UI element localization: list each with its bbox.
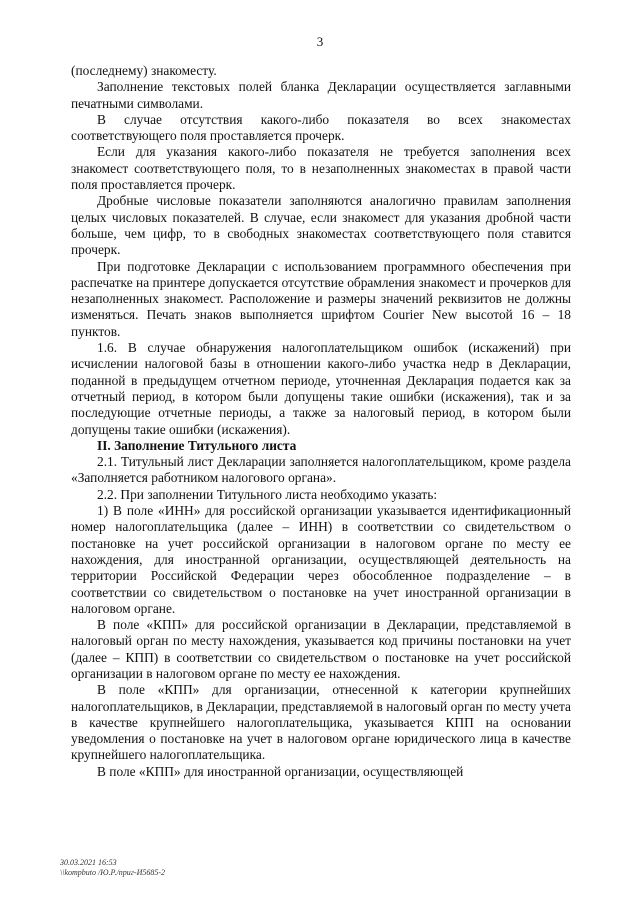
- paragraph: 1) В поле «ИНН» для российской организации указывается идентификационный номер налогоплательщика (далее – ИНН) в соответствии со свидетельством о постановке на учет российской организации в налоговом органе по месту ее нахождения, для иностранной организации, осуществляющей деятельность на территории Российской Федерации через обособленное подразделение – в соответствии со свидетельством о постановке на учет иностранной организации в налоговом органе.: [71, 503, 571, 616]
- page-number: 3: [316, 34, 324, 49]
- paragraph: В поле «КПП» для организации, отнесенной к категории крупнейших налогоплательщиков, в Декларации, представляемой в налоговый орган по месту учета в качестве крупнейшего налогоплательщика, указывается КПП на основании уведомления о постановке на учет в налоговом органе юридического лица в качестве крупнейшего налогоплательщика.: [71, 682, 571, 763]
- paragraph: Заполнение текстовых полей бланка Декларации осуществляется заглавными печатными символами.: [71, 79, 571, 111]
- paragraph: (последнему) знакоместу.: [71, 63, 217, 78]
- footer: [60, 858, 165, 878]
- paragraph: 2.2. При заполнении Титульного листа необходимо указать:: [97, 486, 438, 502]
- paragraph: При подготовке Декларации с использованием программного обеспечения при распечатке на принтере допускается отсутствие обрамления знакомест и прочерков для незаполненных знакомест. Расположение и размеры значений реквизитов не должны изменяться. Печать знаков выполняется шрифтом Courier New высотой 16 – 18 пунктов.: [71, 258, 571, 339]
- paragraph: 1.6. В случае обнаружения налогоплательщиком ошибок (искажений) при исчислении налоговой базы в отношении какого-либо участка недр в Декларации, поданной в предыдущем отчетном периоде, уточненная Декларация подается как за отчетный период, в котором были допущены такие ошибки (искажения), так и за последующие отчетные периоды, а также за налоговый период, в котором были допущены такие ошибки (искажения).: [71, 340, 571, 437]
- paragraph: В поле «КПП» для иностранной организации, осуществляющей: [97, 763, 464, 779]
- paragraph: Если для указания какого-либо показателя не требуется заполнения всех знакомест соответствующего поля, то в незаполненных знакоместах в правой части поля проставляется прочерк.: [71, 144, 571, 193]
- section-heading: II. Заполнение Титульного листа: [97, 437, 297, 453]
- paragraph: В случае отсутствия какого-либо показателя во всех знакоместах соответствующего поля проставляется прочерк.: [71, 111, 571, 144]
- paragraph: 2.1. Титульный лист Декларации заполняется налогоплательщиком, кроме раздела «Заполняется работником налогового органа».: [71, 454, 571, 486]
- paragraph: Дробные числовые показатели заполняются аналогично правилам заполнения целых числовых показателей. В случае, если знакомест для указания дробной части больше, чем цифр, то в свободных знакоместах соответствующего поля ставится прочерк.: [71, 193, 571, 258]
- footer-path: \\kompbuto /Ю.Р./приг-И5685-2: [60, 868, 166, 877]
- document-body: [71, 63, 571, 780]
- paragraph: В поле «КПП» для российской организации в Декларации, представляемой в налоговый орган по месту нахождения, указывается код причины постановки на учет (далее – КПП) в соответствии со свидетельством о постановке на учет российской организации в налоговом органе по месту ее нахождения.: [71, 617, 571, 681]
- footer-date: 30.03.2021 16:53: [60, 858, 117, 867]
